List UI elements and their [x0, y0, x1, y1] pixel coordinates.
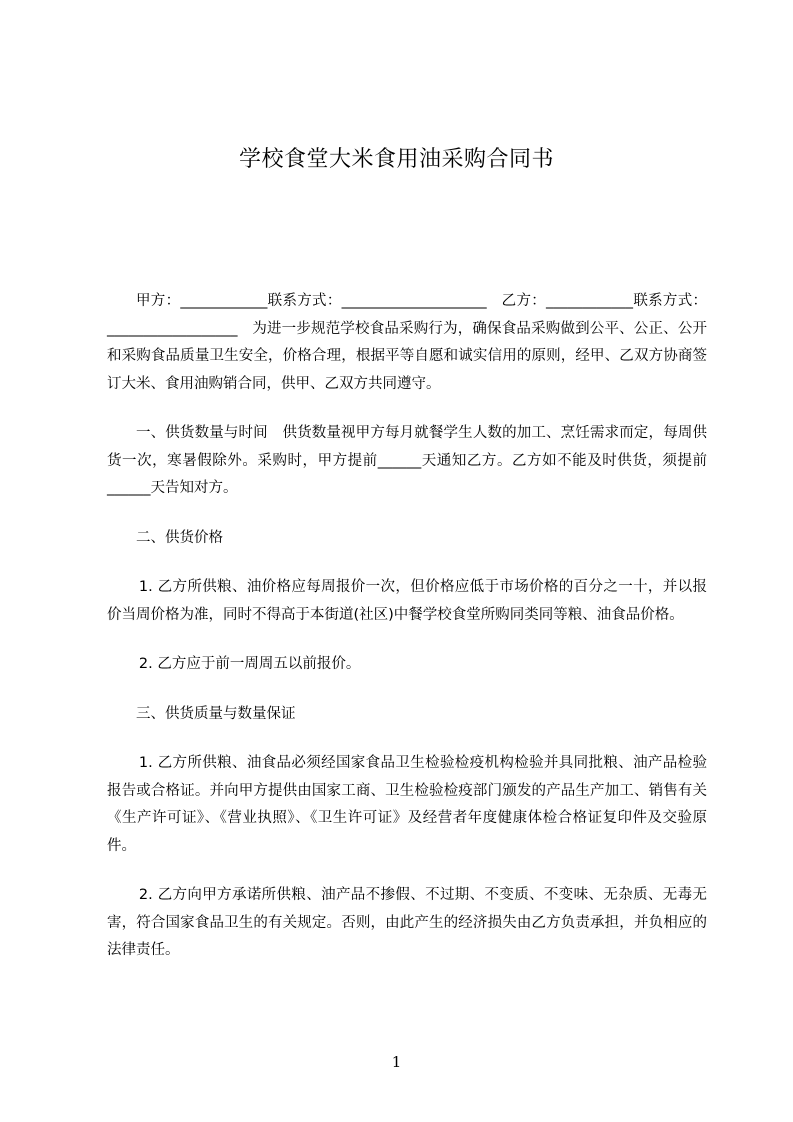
paragraph-parties: 甲方：____________联系方式：____________________ 乙方：____________联系方式：__________________ 为进一步规范学校食品采购行为，确保食品采购做到公平、公正、公开和采购食品质量卫生安全，价格合理，根据平等自愿和诚实信用的原则，经甲、乙双方协商签订大米、食用油购销合同，供甲、乙双方共同遵守。: [107, 293, 707, 392]
document-body: [107, 288, 707, 987]
paragraph-supply-quantity: 一、供货数量与时间 供货数量视甲方每月就餐学生人数的加工、烹饪需求而定，每周供货一次，寒暑假除外。采购时，甲方提前______天通知乙方。乙方如不能及时供货，须提前______天告知对方。: [107, 425, 707, 496]
paragraph-quality-2: 2. 乙方向甲方承诺所供粮、油产品不掺假、不过期、不变质、不变味、无杂质、无毒无害，符合国家食品卫生的有关规定。否则，由此产生的经济损失由乙方负责承担，并负相应的法律责任。: [107, 887, 707, 958]
document-title: 学校食堂大米食用油采购合同书: [238, 147, 554, 172]
paragraph-quality-1: 1. 乙方所供粮、油食品必须经国家食品卫生检验检疫机构检验并具同批粮、油产品检验报告或合格证。并向甲方提供由国家工商、卫生检验检疫部门颁发的产品生产加工、销售有关《生产许可证》、《营业执照》、《卫生许可证》及经营者年度健康体检合格证复印件及交验原件。: [107, 755, 707, 854]
paragraph-price-1: 1. 乙方所供粮、油价格应每周报价一次，但价格应低于市场价格的百分之一十，并以报价当周价格为准，同时不得高于本街道(社区)中餐学校食堂所购同类同等粮、油食品价格。: [107, 579, 707, 623]
heading-supply-price: 二、供货价格: [136, 529, 223, 546]
heading-quality: 三、供货质量与数量保证: [136, 705, 296, 722]
page-number: 1: [391, 1053, 402, 1071]
paragraph-price-2: 2. 乙方应于前一周周五以前报价。: [138, 656, 361, 672]
